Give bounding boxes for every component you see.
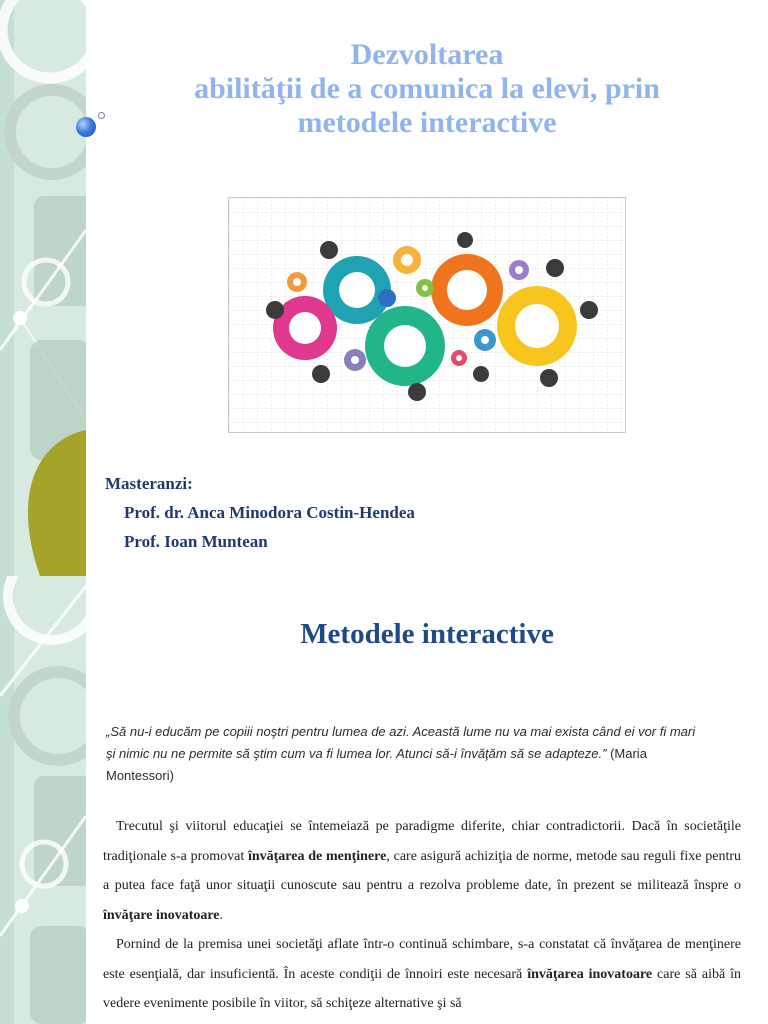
author-2: Prof. Ioan Muntean xyxy=(124,532,268,551)
title-line-2: abilităţii de a comunica la elevi, prin xyxy=(194,72,660,105)
paragraph-2-text-c: care să aibă în vedere evenimente posibile în viitor, să schiţeze alternative şi să xyxy=(103,966,741,1011)
small-circle-icon xyxy=(98,112,105,119)
gears-teamwork-illustration xyxy=(228,197,626,433)
title-line-1: Dezvoltarea xyxy=(350,38,504,71)
body-text xyxy=(103,812,741,1019)
paragraph-2 xyxy=(103,930,741,1019)
paragraph-1 xyxy=(103,812,741,930)
authors-label: Masteranzi: xyxy=(105,474,193,493)
paragraph-1-text-a: Trecutul şi viitorul educaţiei se întemeiază pe paradigme diferite, chiar contradictorii. Dacă în societăţile tradiţionale s-a promovat xyxy=(103,819,741,864)
authors-block xyxy=(105,469,415,556)
gear-orange-icon xyxy=(431,254,503,326)
sidebar-decoration xyxy=(0,0,86,576)
quote-author: (Maria Montessori) xyxy=(106,746,647,783)
gear-yellow-icon xyxy=(497,286,577,366)
paragraph-2-bold: învăţarea inovatoare xyxy=(527,966,653,982)
montessori-quote xyxy=(106,721,706,787)
gear-green-icon xyxy=(365,306,445,386)
paragraph-2-text-a: Pornind de la premisa unei societăţi aflate într-o continuă schimbare, s-a constatat că învăţarea de menţinere este esenţială, dar insuficientă. În aceste condiţii de înnoiri este necesară xyxy=(103,937,741,982)
author-1: Prof. dr. Anca Minodora Costin-Hendea xyxy=(124,503,415,522)
quote-text: „Să nu-i educăm pe copiii noştri pentru lumea de azi. Această lume nu va mai exista când ei vor fi mari şi nimic nu ne permite să ştim cum va fi lumea lor. Atunci să-i învăţăm să se adapteze.” xyxy=(106,724,696,761)
sidebar-decoration xyxy=(0,576,86,1024)
blue-sphere-icon xyxy=(76,117,96,137)
paragraph-1-text-c: , care asigură achiziţia de norme, metode sau reguli fixe pentru a putea face faţă unor situaţii cunoscute sau pentru a rezolva probleme date, în prezent se militează înspre o xyxy=(103,848,742,893)
paragraph-1-bold-1: învăţarea de menţinere xyxy=(247,848,387,864)
paragraph-1-bold-2: învăţare inovatoare xyxy=(103,907,220,923)
paragraph-1-text-d: . xyxy=(219,907,224,923)
presentation-title xyxy=(86,38,768,140)
section-heading: Metodele interactive xyxy=(300,618,554,650)
title-line-3: metodele interactive xyxy=(297,106,557,139)
